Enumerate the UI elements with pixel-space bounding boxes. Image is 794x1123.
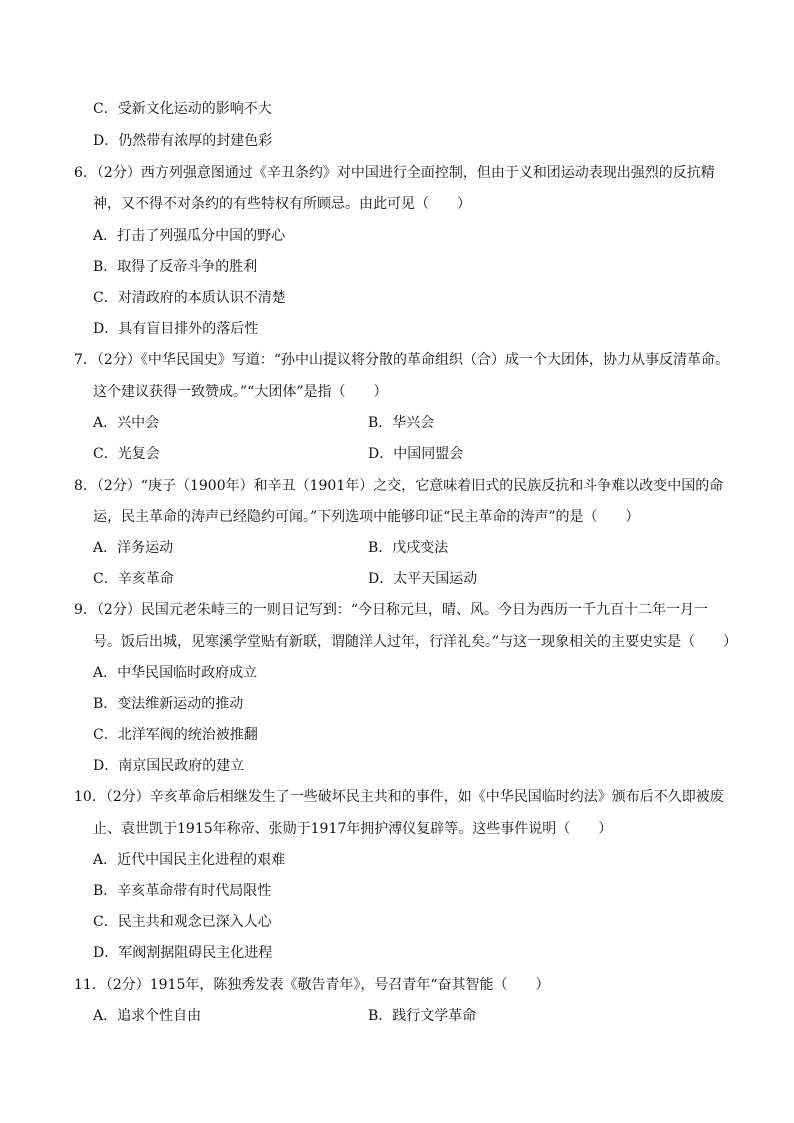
question-9-option-b: B．变法维新运动的推动 (93, 696, 244, 712)
question-8-option-d: D．太平天国运动 (368, 571, 478, 587)
question-6-stem: 6．（2分）西方列强意图通过《辛丑条约》对中国进行全面控制，但由于义和团运动表现出强烈的反抗精 (74, 165, 715, 181)
question-10-option-d: D．军阀割据阻碍民主化进程 (93, 945, 273, 961)
question-11-option-b: B．践行文学革命 (368, 1008, 477, 1024)
question-6-option-c: C．对清政府的本质认识不清楚 (93, 290, 286, 306)
question-7-option-d: D．中国同盟会 (368, 446, 464, 462)
question-7-stem-cont: 这个建议获得一致赞成。”“大团体”是指（ ） (93, 384, 388, 400)
question-7-stem: 7．（2分）《中华民国史》写道：“孙中山提议将分散的革命组织（合）成一个大团体，协力从事反清革命。 (74, 352, 729, 368)
question-9-option-c: C．北洋军阀的统治被推翻 (93, 727, 258, 743)
question-11-stem: 11．（2分）1915年，陈独秀发表《敬告青年》，号召青年“奋其智能（ ） (74, 977, 550, 993)
question-10-option-a: A．近代中国民主化进程的艰难 (93, 852, 286, 868)
question-8-stem: 8．（2分）“庚子（1900年）和辛丑（1901年）之交，它意味着旧式的民族反抗和斗争难以改变中国的命 (74, 478, 724, 494)
question-10-stem: 10．（2分）辛亥革命后相继发生了一些破坏民主共和的事件，如《中华民国临时约法》颁布后不久即被废 (74, 789, 724, 805)
option-d-prev: D．仍然带有浓厚的封建色彩 (93, 133, 273, 149)
question-7-option-c: C．光复会 (93, 446, 160, 462)
question-6-option-a: A．打击了列强瓜分中国的野心 (93, 228, 286, 244)
question-11-option-a: A．追求个性自由 (93, 1008, 202, 1024)
question-8-option-a: A．洋务运动 (93, 540, 174, 556)
question-10-option-b: B．辛亥革命带有时代局限性 (93, 883, 272, 899)
question-9-stem: 9．（2分）民国元老朱峙三的一则日记写到：“今日称元旦，晴、风。今日为西历一千九百十二年一月一 (74, 602, 708, 618)
question-8-option-c: C．辛亥革命 (93, 571, 174, 587)
question-7-option-a: A．兴中会 (93, 415, 160, 431)
question-6-option-b: B．取得了反帝斗争的胜利 (93, 259, 258, 275)
question-7-option-b: B．华兴会 (368, 415, 435, 431)
question-9-stem-cont: 号。饭后出城，见寒溪学堂贴有新联，谓随洋人过年，行洋礼矣。”与这一现象相关的主要史实是（ ） (93, 634, 738, 650)
question-8-stem-cont: 运，民主革命的涛声已经隐约可闻。”下列选项中能够印证“民主革命的涛声”的是（ ） (93, 509, 640, 525)
question-6-option-d: D．具有盲目排外的落后性 (93, 321, 259, 337)
question-9-option-a: A．中华民国临时政府成立 (93, 665, 258, 681)
question-8-option-b: B．戊戌变法 (368, 540, 449, 556)
question-10-stem-cont: 止、袁世凯于1915年称帝、张勋于1917年拥护溥仪复辟等。这些事件说明（ ） (93, 821, 613, 837)
question-9-option-d: D．南京国民政府的建立 (93, 758, 245, 774)
question-10-option-c: C．民主共和观念已深入人心 (93, 914, 272, 930)
question-6-stem-cont: 神，又不得不对条约的有些特权有所顾忌。由此可见（ ） (93, 196, 471, 212)
option-c-prev: C．受新文化运动的影响不大 (93, 101, 272, 117)
